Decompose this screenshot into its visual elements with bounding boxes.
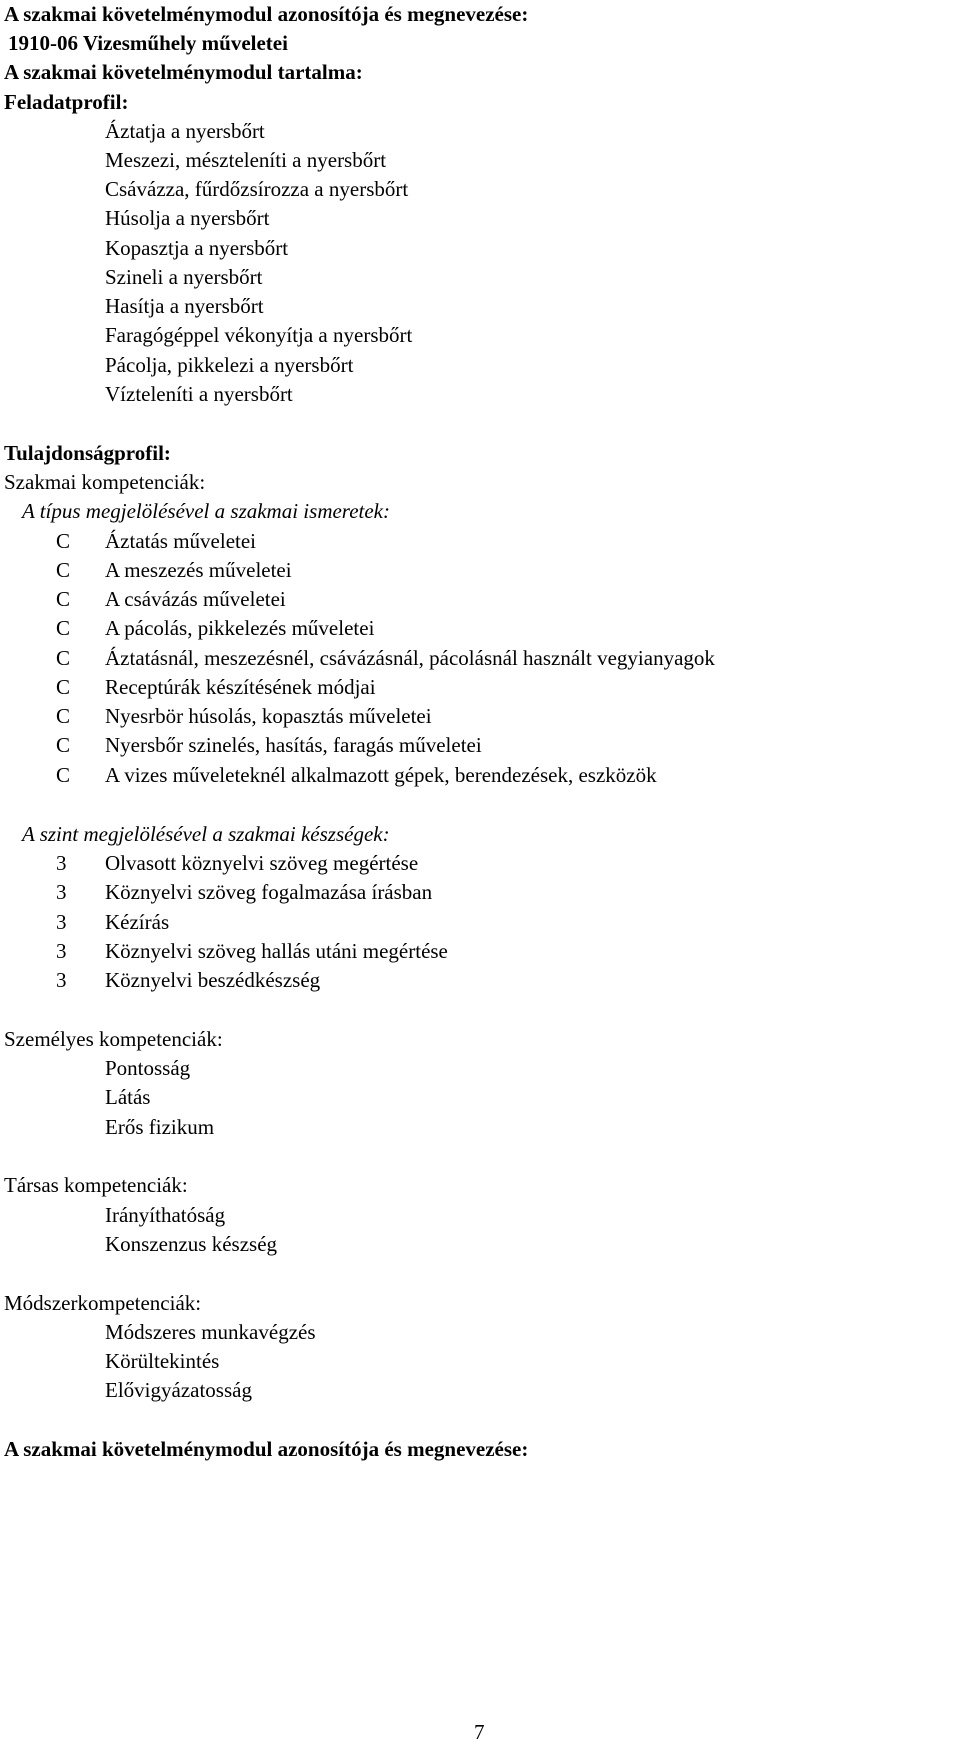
level-code: C	[56, 529, 71, 553]
module-code-name: 1910-06 Vizesműhely műveletei	[8, 31, 288, 55]
list-item: Hasítja a nyersbőrt	[105, 294, 264, 318]
list-item: Módszeres munkavégzés	[105, 1320, 316, 1344]
list-item: A pácolás, pikkelezés műveletei	[105, 616, 375, 640]
list-item: Köznyelvi szöveg hallás utáni megértése	[105, 939, 448, 963]
list-item: Szineli a nyersbőrt	[105, 265, 263, 289]
tulajdonsagprofil-title: Tulajdonságprofil:	[4, 441, 171, 465]
list-item: Irányíthatóság	[105, 1203, 226, 1227]
list-item: Meszezi, mészteleníti a nyersbőrt	[105, 148, 387, 172]
list-item: Faragógéppel vékonyítja a nyersbőrt	[105, 323, 413, 347]
list-item: Áztatás műveletei	[105, 529, 257, 553]
list-item: Nyesrbör húsolás, kopasztás műveletei	[105, 704, 432, 728]
level-code: C	[56, 646, 71, 670]
level-code: 3	[56, 968, 67, 992]
list-item: Olvasott köznyelvi szöveg megértése	[105, 851, 419, 875]
list-item: Receptúrák készítésének módjai	[105, 675, 376, 699]
feladatprofil-title: Feladatprofil:	[4, 90, 129, 114]
level-code: 3	[56, 880, 67, 904]
level-code: 3	[56, 910, 67, 934]
list-item: Pontosság	[105, 1056, 191, 1080]
list-item: Kézírás	[105, 910, 170, 934]
list-item: Áztatásnál, meszezésnél, csávázásnál, pácolásnál használt vegyianyagok	[105, 646, 715, 670]
page-number: 7	[474, 1720, 485, 1744]
module-id-heading: A szakmai követelménymodul azonosítója és megnevezése:	[4, 2, 529, 26]
list-item: Kopasztja a nyersbőrt	[105, 236, 289, 260]
list-item: A csávázás műveletei	[105, 587, 286, 611]
module-id-heading-next: A szakmai követelménymodul azonosítója és megnevezése:	[4, 1437, 529, 1461]
list-item: Körültekintés	[105, 1349, 220, 1373]
list-item: Nyersbőr szinelés, hasítás, faragás műveletei	[105, 733, 482, 757]
list-item: A meszezés műveletei	[105, 558, 292, 582]
level-code: C	[56, 704, 71, 728]
list-item: Áztatja a nyersbőrt	[105, 119, 265, 143]
list-item: Csávázza, fűrdőzsírozza a nyersbőrt	[105, 177, 409, 201]
list-item: Elővigyázatosság	[105, 1378, 252, 1402]
ismeretek-title: A típus megjelölésével a szakmai ismeretek:	[22, 499, 390, 523]
level-code: C	[56, 616, 71, 640]
module-content-heading: A szakmai követelménymodul tartalma:	[4, 60, 363, 84]
list-item: Pácolja, pikkelezi a nyersbőrt	[105, 353, 354, 377]
level-code: C	[56, 675, 71, 699]
level-code: 3	[56, 939, 67, 963]
list-item: Látás	[105, 1085, 151, 1109]
keszsegek-title: A szint megjelölésével a szakmai készségek:	[22, 822, 390, 846]
szemelyes-title: Személyes kompetenciák:	[4, 1027, 223, 1051]
list-item: Konszenzus készség	[105, 1232, 278, 1256]
level-code: 3	[56, 851, 67, 875]
level-code: C	[56, 763, 71, 787]
list-item: Köznyelvi beszédkészség	[105, 968, 321, 992]
list-item: Húsolja a nyersbőrt	[105, 206, 270, 230]
tarsas-title: Társas kompetenciák:	[4, 1173, 188, 1197]
level-code: C	[56, 558, 71, 582]
list-item: Erős fizikum	[105, 1115, 215, 1139]
modszer-title: Módszerkompetenciák:	[4, 1291, 202, 1315]
list-item: A vizes műveleteknél alkalmazott gépek, berendezések, eszközök	[105, 763, 657, 787]
list-item: Vízteleníti a nyersbőrt	[105, 382, 293, 406]
level-code: C	[56, 587, 71, 611]
szakmai-kompetenciak-title: Szakmai kompetenciák:	[4, 470, 206, 494]
list-item: Köznyelvi szöveg fogalmazása írásban	[105, 880, 433, 904]
level-code: C	[56, 733, 71, 757]
